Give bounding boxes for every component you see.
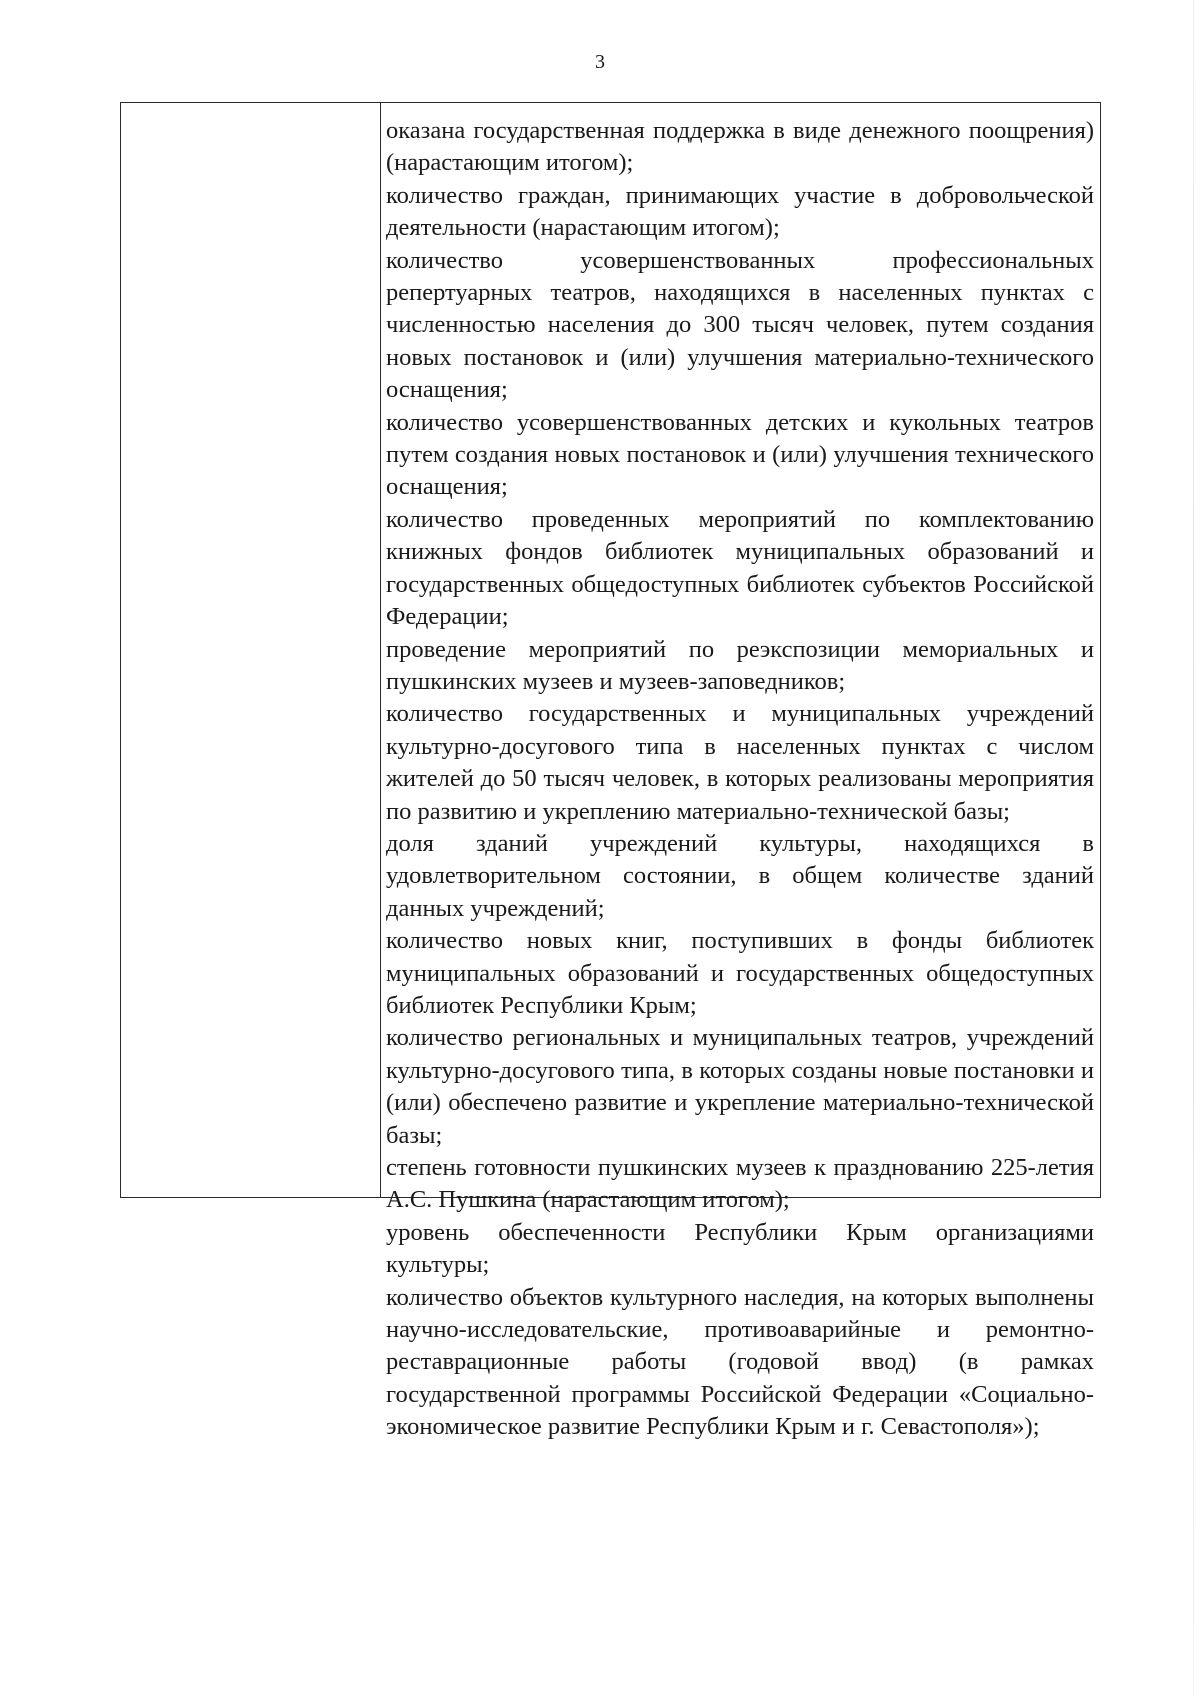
- document-table: [120, 102, 1101, 1441]
- indicator-paragraph: количество региональных и муниципальных театров, учреждений культурно-досугового типа, в которых созданы новые постановки и (или) обеспечено развитие и укрепление материально-технической базы;: [386, 1024, 1094, 1149]
- indicator-paragraph: количество проведенных мероприятий по комплектованию книжных фондов библиотек муниципальных образований и государственных общедоступных библиотек субъектов Российской Федерации;: [386, 505, 1094, 631]
- indicator-paragraph: количество граждан, принимающих участие в добровольческой деятельности (нарастающим итогом);: [386, 181, 1094, 242]
- table-right-cell: [381, 103, 1100, 1441]
- indicator-paragraph: степень готовности пушкинских музеев к празднованию 225-летия А.С. Пушкина (нарастающим итогом);: [386, 1154, 1094, 1214]
- indicator-paragraph: количество усовершенствованных профессиональных репертуарных театров, находящихся в населенных пунктах с численностью населения до 300 тысяч человек, путем создания новых постановок и (или) улучшения материально-технического оснащения;: [386, 246, 1094, 404]
- indicator-paragraph: оказана государственная поддержка в виде денежного поощрения) (нарастающим итогом);: [386, 117, 1094, 177]
- indicator-paragraph: количество усовершенствованных детских и кукольных театров путем создания новых постановок и (или) улучшения технического оснащения;: [386, 408, 1094, 501]
- scan-edge-line: [1193, 0, 1194, 1696]
- indicator-paragraph: проведение мероприятий по реэкспозиции мемориальных и пушкинских музеев и музеев-заповедников;: [386, 635, 1094, 695]
- indicator-paragraph: количество государственных и муниципальных учреждений культурно-досугового типа в населенных пунктах с числом жителей до 50 тысяч человек, в которых реализованы мероприятия по развитию и укреплению материально-технической базы;: [386, 700, 1094, 825]
- table-left-cell: [121, 103, 381, 1197]
- indicator-paragraph: уровень обеспеченности Республики Крым организациями культуры;: [386, 1218, 1094, 1279]
- indicator-paragraph: доля зданий учреждений культуры, находящихся в удовлетворительном состоянии, в общем количестве зданий данных учреждений;: [386, 829, 1094, 922]
- indicator-paragraph: количество новых книг, поступивших в фонды библиотек муниципальных образований и государственных общедоступных библиотек Республики Крым;: [386, 927, 1094, 1019]
- indicator-paragraph: количество объектов культурного наследия, на которых выполнены научно-исследовательские, противоаварийные и ремонтно-реставрационные работы (годовой ввод) (в рамках государственной программы Российской Федерации «Социально-экономическое развитие Республики Крым и г. Севастополя»);: [386, 1283, 1094, 1441]
- page-number: 3: [595, 51, 605, 73]
